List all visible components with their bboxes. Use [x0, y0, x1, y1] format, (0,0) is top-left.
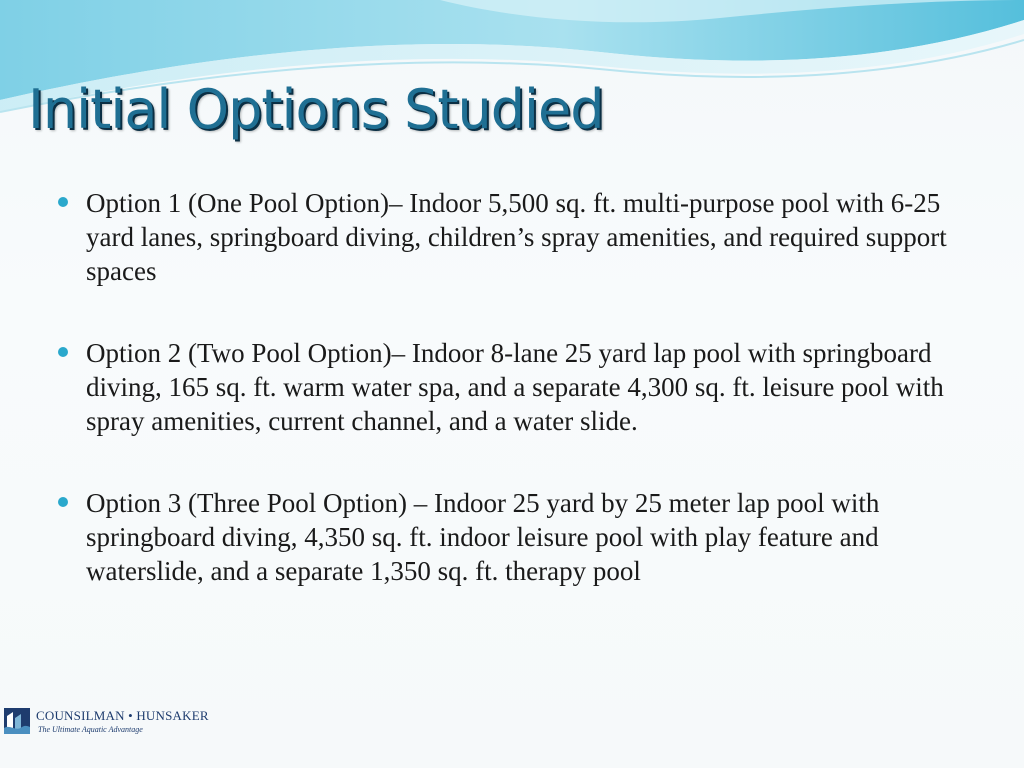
company-logo — [4, 704, 209, 738]
bullet-icon — [58, 497, 68, 507]
option-1-text: Option 1 (One Pool Option)– Indoor 5,500 sq. ft. multi-purpose pool with 6-25 yard lanes, springboard diving, children’s spray amenities, and required support spaces — [86, 188, 947, 286]
options-list — [56, 186, 956, 588]
logo-tagline: The Ultimate Aquatic Advantage — [38, 725, 143, 734]
list-item-option-3 — [56, 486, 956, 588]
list-item-option-2 — [56, 336, 956, 438]
bullet-icon — [58, 197, 68, 207]
logo-company-name: COUNSILMAN • HUNSAKER — [36, 708, 209, 723]
slide-title: Initial Options Studied — [28, 78, 604, 141]
counsilman-hunsaker-logo-icon — [4, 708, 30, 734]
bullet-icon — [58, 347, 68, 357]
option-3-text: Option 3 (Three Pool Option) – Indoor 25 yard by 25 meter lap pool with springboard diving, 4,350 sq. ft. indoor leisure pool with play feature and waterslide, and a separate 1,350 sq. ft. therapy pool — [86, 488, 880, 586]
list-item-option-1 — [56, 186, 956, 288]
option-2-text: Option 2 (Two Pool Option)– Indoor 8-lane 25 yard lap pool with springboard diving, 165 sq. ft. warm water spa, and a separate 4,300 sq. ft. leisure pool with spray amenities, current channel, and a water slide. — [86, 338, 944, 436]
